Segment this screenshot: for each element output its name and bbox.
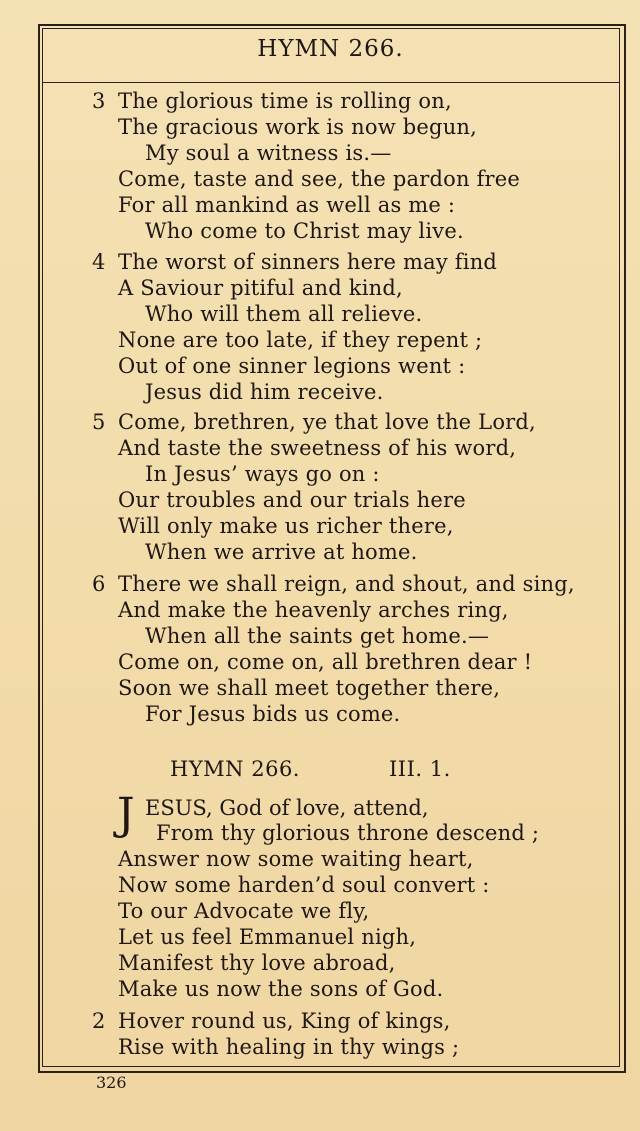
verse-number: 6 <box>92 572 106 596</box>
verse-line: Who will them all relieve. <box>145 302 423 326</box>
page-number: 326 <box>96 1073 127 1092</box>
verse-line: Our troubles and our trials here <box>118 488 466 512</box>
verse-number: 2 <box>92 1009 106 1033</box>
verse-line: Come, taste and see, the pardon free <box>118 167 521 191</box>
verse-line: Answer now some waiting heart, <box>118 847 474 871</box>
verse-line: Come on, come on, all brethren dear ! <box>118 650 533 674</box>
verse-line: The gracious work is now begun, <box>118 115 478 139</box>
verse-line: Come, brethren, ye that love the Lord, <box>118 410 536 434</box>
verse-line: Hover round us, King of kings, <box>118 1009 451 1033</box>
running-head: HYMN 266. <box>257 36 404 62</box>
verse-line: From thy glorious throne descend ; <box>156 821 540 845</box>
verse-line: And taste the sweetness of his word, <box>118 436 517 460</box>
verse-line: For Jesus bids us come. <box>145 702 401 726</box>
verse-line: The glorious time is rolling on, <box>118 89 452 113</box>
verse-number: 5 <box>92 410 106 434</box>
verse-line: And make the heavenly arches ring, <box>118 598 509 622</box>
verse-line: A Saviour pitiful and kind, <box>118 276 403 300</box>
verse-line: My soul a witness is.— <box>145 141 392 165</box>
verse-line: Rise with healing in thy wings ; <box>118 1035 460 1059</box>
verse-line: To our Advocate we fly, <box>118 899 370 923</box>
verse-line: Out of one sinner legions went : <box>118 354 466 378</box>
verse-line: None are too late, if they repent ; <box>118 328 483 352</box>
hymn-title: HYMN 266. <box>170 757 300 781</box>
verse-line: Will only make us richer there, <box>118 514 454 538</box>
verse-line: Let us feel Emmanuel nigh, <box>118 925 417 949</box>
verse-line: For all mankind as well as me : <box>118 193 456 217</box>
verse-line: Who come to Christ may live. <box>145 219 464 243</box>
verse-number: 3 <box>92 89 106 113</box>
header-rule <box>42 82 619 83</box>
hymn-meter: III. 1. <box>389 757 451 781</box>
verse-line: When all the saints get home.— <box>145 624 490 648</box>
verse-line: Manifest thy love abroad, <box>118 951 396 975</box>
verse-line: There we shall reign, and shout, and sing, <box>118 572 575 596</box>
drop-cap: J <box>117 789 135 840</box>
verse-number: 4 <box>92 250 106 274</box>
verse-line: Jesus did him receive. <box>145 380 384 404</box>
verse-line: When we arrive at home. <box>145 540 418 564</box>
verse-line: ESUS, God of love, attend, <box>145 796 429 820</box>
verse-line: Soon we shall meet together there, <box>118 676 501 700</box>
verse-line: The worst of sinners here may find <box>118 250 498 274</box>
verse-line: In Jesus’ ways go on : <box>145 462 380 486</box>
verse-line: Now some harden’d soul convert : <box>118 873 490 897</box>
verse-line: Make us now the sons of God. <box>118 977 444 1001</box>
